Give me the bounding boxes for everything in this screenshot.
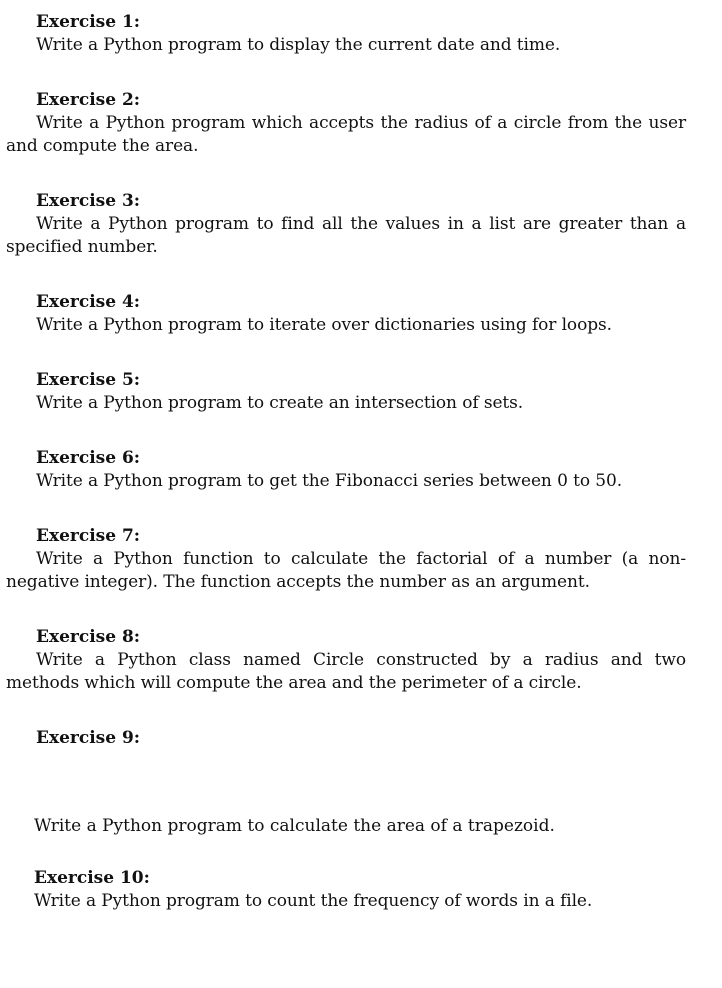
exercise-title: Exercise 2:: [36, 90, 141, 110]
exercise-title: Exercise 8:: [36, 627, 141, 647]
exercise-text: Write a Python program to create an intersection of sets.: [36, 393, 524, 413]
exercise-text: Write a Python program to get the Fibonacci series between 0 to 50.: [36, 471, 623, 491]
exercise-8: [6, 626, 686, 695]
exercise-text: Write a Python program which accepts the radius of a circle from the user and compute the area.: [6, 113, 686, 156]
exercise-text: Write a Python class named Circle constructed by a radius and two methods which will compute the area and the perimeter of a circle.: [6, 650, 686, 693]
exercise-title: Exercise 1:: [36, 12, 141, 32]
exercise-text: Write a Python program to count the frequency of words in a file.: [34, 891, 593, 911]
exercise-text: Write a Python program to display the current date and time.: [36, 35, 561, 55]
exercise-title: Exercise 4:: [36, 292, 141, 312]
exercise-9-text: Write a Python program to calculate the area of a trapezoid.: [34, 816, 555, 836]
exercise-title: Exercise 7:: [36, 526, 141, 546]
exercise-title: Exercise 5:: [36, 370, 141, 390]
exercise-text: Write a Python function to calculate the factorial of a number (a non-negative integer). The function accepts the number as an argument.: [6, 549, 686, 592]
exercise-title: Exercise 6:: [36, 448, 141, 468]
exercise-text: Write a Python program to find all the values in a list are greater than a specified number.: [6, 214, 686, 257]
exercise-2: [6, 89, 686, 158]
exercise-title: Exercise 10:: [34, 868, 150, 888]
exercise-title: Exercise 3:: [36, 191, 141, 211]
exercise-6: [6, 447, 686, 493]
exercise-5: [6, 369, 686, 415]
exercise-3: [6, 190, 686, 259]
exercise-title: Exercise 9:: [36, 728, 141, 748]
exercise-7: [6, 525, 686, 594]
exercise-10: [6, 867, 686, 913]
exercise-9: [6, 727, 686, 750]
exercise-4: [6, 291, 686, 337]
exercise-text: Write a Python program to iterate over dictionaries using for loops.: [36, 315, 612, 335]
exercise-1: [6, 11, 686, 57]
